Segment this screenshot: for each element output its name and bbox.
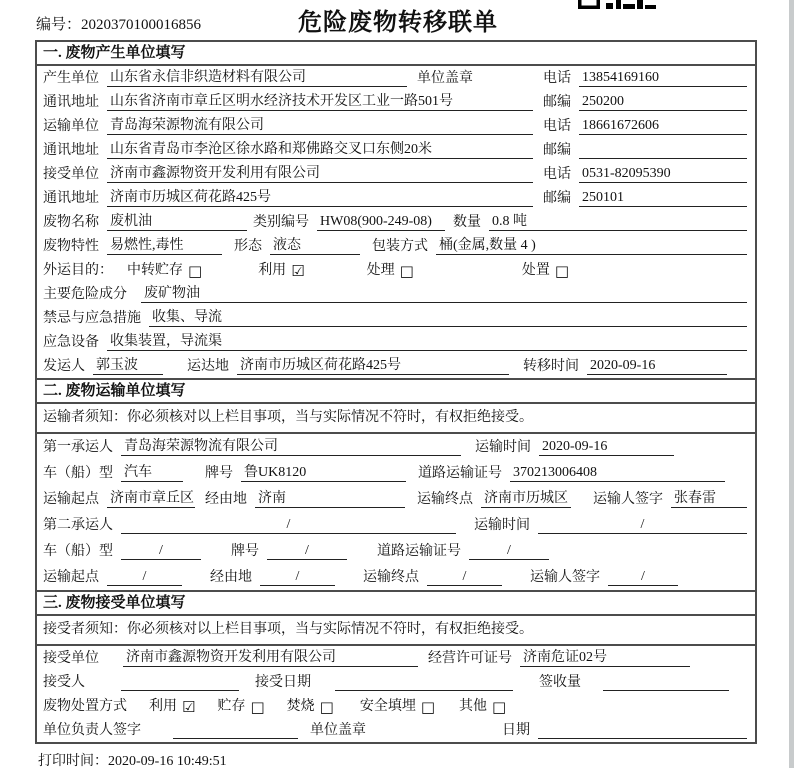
transporter-label: 运输单位: [43, 119, 99, 134]
via2-value: /: [260, 569, 335, 586]
vehicle1-row: [37, 460, 755, 486]
waste-trait-row: [37, 234, 755, 258]
equipment-row: [37, 330, 755, 354]
phone1-label: 电话: [543, 71, 571, 86]
dest-value: 济南市历城区荷花路425号: [237, 354, 509, 375]
equipment-label: 应急设备: [43, 335, 99, 350]
recipient-label: 接受人: [43, 675, 85, 690]
addr3-value: 济南市历城区荷花路425号: [107, 186, 533, 207]
zip3-label: 邮编: [543, 191, 571, 206]
trait-value: 易燃性,毒性: [107, 234, 222, 255]
taboo-value: 收集、导流: [149, 306, 747, 327]
purpose-opt-treat-label: 处理: [366, 263, 395, 278]
disposal-store-checkbox: □: [250, 698, 265, 716]
receiver-label: 接受单位: [43, 167, 99, 182]
plate1-value: 鲁UK8120: [241, 461, 406, 482]
route1-row: [37, 486, 755, 512]
date-label: 日期: [502, 723, 530, 738]
zip1-value: 250200: [579, 94, 747, 111]
disposal-incinerate-checkbox: □: [319, 698, 334, 716]
addr1-label: 通讯地址: [43, 95, 99, 110]
purpose-transfer-checkbox: □: [188, 262, 203, 280]
manifest-form: [35, 40, 757, 744]
time2-label: 运输时间: [474, 518, 530, 533]
phone3-value: 0531-82095390: [579, 166, 747, 183]
transfer-time-value: 2020-09-16: [587, 358, 727, 375]
hazard-label: 主要危险成分: [43, 287, 127, 302]
print-time-value: 2020-09-16 10:49:51: [108, 754, 227, 769]
producer-row: [37, 66, 755, 90]
hazard-row: [37, 282, 755, 306]
carrier2-value: /: [121, 517, 456, 534]
producer-address-row: [37, 90, 755, 114]
route2-row: [37, 564, 755, 590]
disposal-opt-landfill-label: 安全填埋: [359, 699, 416, 714]
producer-label: 产生单位: [43, 71, 99, 86]
quantity-value: 0.8 吨: [489, 210, 747, 231]
form-value: 液态: [270, 234, 360, 255]
sign1-label: 运输人签字: [593, 492, 663, 507]
end2-label: 运输终点: [363, 570, 419, 585]
vehicle1-value: 汽车: [121, 461, 183, 482]
purpose-treat-checkbox: □: [399, 262, 414, 280]
carrier2-row: [37, 512, 755, 538]
addr2-label: 通讯地址: [43, 143, 99, 158]
accept-unit-label: 接受单位: [43, 651, 99, 666]
end2-value: /: [427, 569, 502, 586]
permit2-label: 道路运输证号: [377, 544, 461, 559]
date-value: [538, 722, 747, 739]
via1-label: 经由地: [205, 492, 247, 507]
page-title: 危险废物转移联单: [298, 10, 498, 36]
phone2-value: 18661672606: [579, 118, 747, 135]
shipper-value: 郭玉波: [93, 354, 163, 375]
accept-unit-value: 济南市鑫源物资开发利用有限公司: [123, 646, 418, 667]
recipient-row: [37, 670, 755, 694]
sign2-label: 运输人签字: [530, 570, 600, 585]
plate2-value: /: [267, 543, 347, 560]
accept-unit-row: [37, 646, 755, 670]
origin2-value: /: [107, 569, 182, 586]
waste-name-label: 废物名称: [43, 215, 99, 230]
vehicle2-value: /: [121, 543, 201, 560]
unit-seal-label: 单位盖章: [417, 71, 473, 86]
section2-header: 二. 废物运输单位填写: [37, 378, 755, 404]
origin2-label: 运输起点: [43, 570, 99, 585]
license-label: 经营许可证号: [428, 651, 512, 666]
phone2-label: 电话: [543, 119, 571, 134]
end1-label: 运输终点: [417, 492, 473, 507]
serial-value: 2020370100016856: [81, 17, 202, 33]
packing-value: 桶(金属,数量 4 ): [436, 234, 747, 255]
plate1-label: 牌号: [205, 466, 233, 481]
print-time-label: 打印时间：: [38, 754, 108, 769]
scrollbar[interactable]: [789, 0, 794, 768]
waste-name-value: 废机油: [107, 210, 247, 231]
accept-date-label: 接受日期: [255, 675, 311, 690]
phone3-label: 电话: [543, 167, 571, 182]
transporter-notice: 运输者须知：你必须核对以上栏目事项，当与实际情况不符时，有权拒绝接受。: [37, 404, 755, 434]
form-label: 形态: [234, 239, 262, 254]
via1-value: 济南: [255, 487, 405, 508]
addr3-label: 通讯地址: [43, 191, 99, 206]
disposal-opt-store-label: 贮存: [217, 699, 246, 714]
sign-amount-label: 签收量: [539, 675, 581, 690]
purpose-opt-use-label: 利用: [258, 263, 287, 278]
trait-label: 废物特性: [43, 239, 99, 254]
responsible-label: 单位负责人签字: [43, 723, 141, 738]
permit1-value: 370213006408: [510, 465, 725, 482]
hazard-value: 废矿物油: [141, 282, 747, 303]
purpose-row: [37, 258, 755, 282]
plate2-label: 牌号: [231, 544, 259, 559]
carrier1-label: 第一承运人: [43, 440, 113, 455]
transporter-address-row: [37, 138, 755, 162]
serial-label: 编号：: [36, 17, 82, 33]
via2-label: 经由地: [210, 570, 252, 585]
permit2-value: /: [469, 543, 549, 560]
transporter-value: 青岛海荣源物流有限公司: [107, 114, 533, 135]
end1-value: 济南市历城区: [481, 487, 571, 508]
addr2-value: 山东省青岛市李沧区徐水路和郑佛路交叉口东侧20米: [107, 138, 533, 159]
purpose-dispose-checkbox: □: [554, 262, 570, 280]
time1-value: 2020-09-16: [539, 439, 674, 456]
time2-value: /: [538, 517, 747, 534]
qr-code-fragment: [578, 0, 658, 9]
page-header: [0, 0, 796, 40]
origin1-value: 济南市章丘区: [107, 487, 195, 508]
time1-label: 运输时间: [475, 440, 531, 455]
carrier1-value: 青岛海荣源物流有限公司: [121, 435, 461, 456]
receiver-address-row: [37, 186, 755, 210]
permit1-label: 道路运输证号: [418, 466, 502, 481]
zip3-value: 250101: [579, 190, 747, 207]
producer-value: 山东省永信非织造材料有限公司: [107, 66, 407, 87]
taboo-row: [37, 306, 755, 330]
receiver-value: 济南市鑫源物资开发利用有限公司: [107, 162, 533, 183]
sign1-value: 张春雷: [671, 487, 747, 508]
addr1-value: 山东省济南市章丘区明水经济技术开发区工业一路501号: [107, 90, 533, 111]
vehicle2-row: [37, 538, 755, 564]
transfer-time-label: 转移时间: [523, 359, 579, 374]
disposal-opt-use-label: 利用: [149, 699, 177, 714]
vehicle1-label: 车（船）型: [43, 466, 113, 481]
section1-header: 一. 废物产生单位填写: [37, 42, 755, 66]
packing-label: 包装方式: [372, 239, 428, 254]
quantity-label: 数量: [453, 215, 481, 230]
disposal-opt-incinerate-label: 焚烧: [286, 699, 315, 714]
zip1-label: 邮编: [543, 95, 571, 110]
responsible-value: [173, 722, 298, 739]
receiver-seal-label: 单位盖章: [310, 723, 366, 738]
equipment-value: 收集装置，导流渠: [107, 330, 747, 351]
sign-amount-value: [603, 674, 729, 691]
section3-header: 三. 废物接受单位填写: [37, 590, 755, 616]
disposal-row: [37, 694, 755, 718]
purpose-opt-transfer-label: 中转贮存: [127, 263, 183, 278]
print-time: [38, 750, 796, 770]
purpose-use-checkbox: ☑: [291, 262, 305, 280]
category-value: HW08(900-249-08): [317, 214, 445, 231]
disposal-use-checkbox: ☑: [182, 698, 196, 716]
vehicle2-label: 车（船）型: [43, 544, 113, 559]
shipper-row: [37, 354, 755, 378]
license-value: 济南危证02号: [520, 646, 690, 667]
receiver-notice: 接受者须知：你必须核对以上栏目事项，当与实际情况不符时，有权拒绝接受。: [37, 616, 755, 646]
disposal-other-checkbox: □: [492, 698, 507, 716]
disposal-label: 废物处置方式: [43, 699, 127, 714]
dest-label: 运达地: [187, 359, 229, 374]
category-label: 类别编号: [253, 215, 309, 230]
zip2-value: [579, 142, 747, 159]
recipient-value: [121, 674, 239, 691]
origin1-label: 运输起点: [43, 492, 99, 507]
phone1-value: 13854169160: [579, 70, 747, 87]
disposal-landfill-checkbox: □: [420, 698, 436, 716]
zip2-label: 邮编: [543, 143, 571, 158]
taboo-label: 禁忌与应急措施: [43, 311, 141, 326]
sign2-value: /: [608, 569, 678, 586]
receiver-row: [37, 162, 755, 186]
carrier2-label: 第二承运人: [43, 518, 113, 533]
shipper-label: 发运人: [43, 359, 85, 374]
waste-name-row: [37, 210, 755, 234]
carrier1-row: [37, 434, 755, 460]
accept-date-value: [335, 674, 513, 691]
transporter-row: [37, 114, 755, 138]
responsible-row: [37, 718, 755, 742]
purpose-label: 外运目的：: [43, 263, 113, 278]
disposal-opt-other-label: 其他: [459, 699, 488, 714]
purpose-opt-dispose-label: 处置: [521, 263, 550, 278]
